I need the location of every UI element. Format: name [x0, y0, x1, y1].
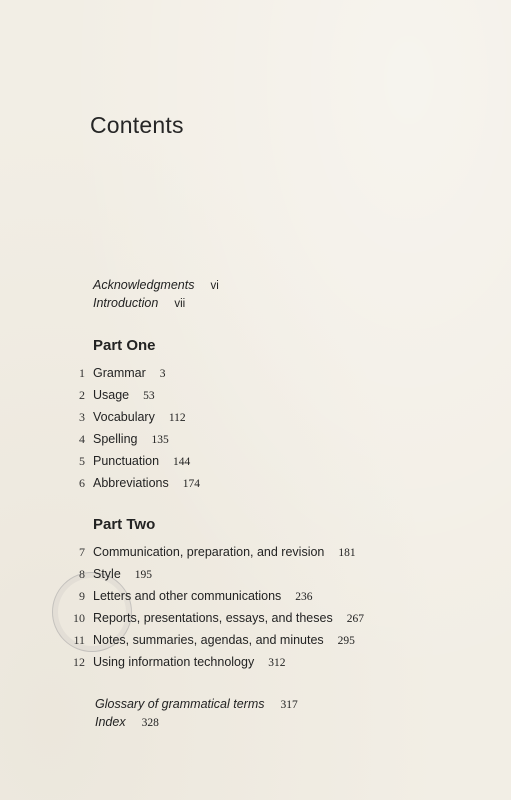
toc-chapter-12 — [62, 655, 285, 670]
chapter-page: 3 — [159, 368, 166, 380]
chapter-page: 135 — [151, 434, 169, 446]
entry-page: vii — [174, 298, 186, 310]
chapter-page: 267 — [346, 613, 364, 625]
chapter-number: 1 — [79, 366, 85, 380]
toc-chapter-4 — [62, 432, 169, 447]
chapter-title: Punctuation — [93, 454, 160, 468]
chapter-number: 6 — [79, 476, 85, 490]
part-two-heading: Part Two — [93, 516, 156, 533]
chapter-number: 10 — [73, 611, 85, 625]
entry-title: Introduction — [93, 296, 159, 310]
chapter-number: 3 — [79, 410, 85, 424]
chapter-title: Abbreviations — [93, 476, 169, 490]
toc-entry-introduction — [93, 296, 185, 310]
chapter-number: 12 — [73, 655, 85, 669]
toc-chapter-6 — [62, 476, 200, 491]
chapter-title: Notes, summaries, agendas, and minutes — [93, 633, 324, 647]
chapter-page: 144 — [173, 456, 191, 468]
chapter-number: 4 — [79, 432, 85, 446]
chapter-number: 5 — [79, 454, 85, 468]
toc-entry-index — [95, 715, 159, 729]
chapter-page: 53 — [143, 390, 155, 402]
entry-page: vi — [210, 280, 219, 292]
chapter-title: Letters and other communications — [93, 589, 282, 603]
entry-title: Index — [95, 715, 126, 729]
chapter-number: 9 — [79, 589, 85, 603]
chapter-page: 174 — [182, 478, 200, 490]
entry-title: Glossary of grammatical terms — [95, 697, 265, 711]
chapter-title: Grammar — [93, 366, 146, 380]
chapter-page: 312 — [268, 657, 286, 669]
chapter-title: Usage — [93, 388, 130, 402]
chapter-number: 7 — [79, 545, 85, 559]
chapter-page: 181 — [338, 547, 356, 559]
toc-chapter-8 — [62, 567, 152, 582]
chapter-page: 112 — [168, 412, 186, 424]
toc-chapter-2 — [62, 388, 155, 403]
part-one-heading: Part One — [93, 337, 156, 354]
chapter-title: Spelling — [93, 432, 138, 446]
toc-chapter-1 — [62, 366, 166, 381]
chapter-title: Vocabulary — [93, 410, 155, 424]
chapter-title: Communication, preparation, and revision — [93, 545, 325, 559]
chapter-title: Reports, presentations, essays, and theses — [93, 611, 333, 625]
toc-chapter-9 — [62, 589, 313, 604]
toc-chapter-7 — [62, 545, 356, 560]
chapter-number: 8 — [79, 567, 85, 581]
chapter-page: 295 — [337, 635, 355, 647]
toc-chapter-3 — [62, 410, 186, 425]
entry-title: Acknowledgments — [93, 278, 195, 292]
toc-entry-acknowledgments — [93, 278, 219, 292]
chapter-page: 236 — [295, 591, 313, 603]
chapter-title: Using information technology — [93, 655, 255, 669]
entry-page: 328 — [141, 717, 159, 729]
chapter-page: 195 — [134, 569, 153, 581]
toc-chapter-10 — [62, 611, 364, 626]
page-title: Contents — [90, 112, 184, 138]
toc-chapter-11 — [62, 633, 355, 648]
chapter-title: Style — [93, 567, 121, 581]
entry-page: 317 — [280, 699, 298, 711]
chapter-number: 11 — [73, 633, 85, 647]
toc-chapter-5 — [62, 454, 190, 469]
toc-entry-glossary — [95, 697, 298, 711]
chapter-number: 2 — [79, 388, 85, 402]
